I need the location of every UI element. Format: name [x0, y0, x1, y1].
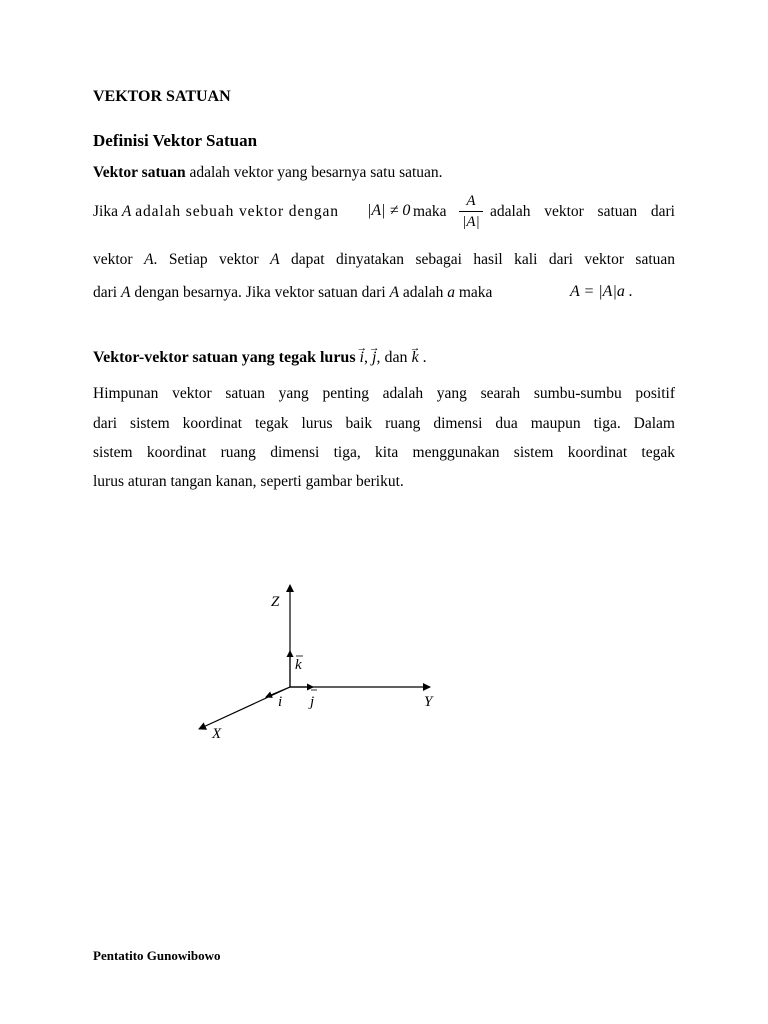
line4-rest2: adalah	[402, 284, 444, 301]
unit-i-symbol: → i	[360, 349, 364, 367]
section2-heading-text: Vektor-vektor satuan yang tegak lurus	[93, 349, 356, 366]
norm-condition: |A| ≠ 0	[367, 202, 411, 219]
line4-var-lower-a: a	[447, 284, 455, 301]
term-vektor-satuan: Vektor satuan	[93, 164, 186, 181]
line4-var-a2: A	[389, 284, 400, 301]
definition-heading: Definisi Vektor Satuan	[93, 131, 258, 150]
jika-middle: adalah sebuah vektor dengan	[135, 203, 339, 220]
unit-k-label: k	[295, 657, 302, 673]
fraction-numerator: A	[466, 193, 476, 209]
paragraph-line-1: Himpunan vektor satuan yang penting adalah yang searah sumbu-sumbu positif	[93, 385, 675, 402]
var-a: A	[121, 203, 132, 220]
line3-rest2: dapat dinyatakan sebagai hasil kali dari vektor satuan	[291, 251, 676, 268]
line4-rest1: dengan besarnya. Jika vektor satuan dari	[134, 284, 386, 301]
line3-var-a: A	[144, 251, 154, 268]
z-axis-label: Z	[271, 594, 280, 610]
line3-rest1: . Setiap vektor	[153, 251, 259, 268]
line4-var-a: A	[120, 284, 131, 301]
line3-prefix: vektor	[93, 251, 133, 268]
line3-var-a2: A	[270, 251, 280, 268]
y-axis-label: Y	[424, 694, 433, 710]
x-axis-label: X	[212, 726, 222, 742]
perpendicular-units-heading: Vektor-vektor satuan yang tegak lurus → i, → j, dan → k .	[93, 349, 427, 367]
paragraph-line-4: lurus aturan tangan kanan, seperti gambar berikut.	[93, 473, 404, 490]
dan-word: dan	[384, 349, 408, 366]
jika-word: Jika	[93, 203, 118, 220]
paragraph-line-2: dari sistem koordinat tegak lurus baik ruang dimensi dua maupun tiga. Dalam	[93, 415, 675, 432]
unit-k-symbol: → k	[412, 349, 419, 367]
unit-i-label: i	[278, 694, 283, 710]
unit-j-symbol: → j	[372, 349, 376, 367]
paragraph-line-3: sistem koordinat ruang dimensi tiga, kita menggunakan sistem koordinat tegak	[93, 444, 675, 461]
document-title: VEKTOR SATUAN	[93, 88, 231, 105]
unit-j-label: j	[310, 694, 315, 710]
line4-maka: maka	[458, 284, 493, 301]
jika-suffix: adalah vektor satuan dari	[490, 203, 675, 220]
maka-word: maka	[413, 203, 447, 220]
line4-prefix: dari	[93, 284, 118, 301]
magnitude-formula: A = |A|a .	[570, 283, 633, 300]
author-footer: Pentatito Gunowibowo	[93, 948, 221, 963]
definition-rest: adalah vektor yang besarnya satu satuan.	[189, 164, 443, 181]
fraction-denominator: |A|	[462, 214, 480, 230]
